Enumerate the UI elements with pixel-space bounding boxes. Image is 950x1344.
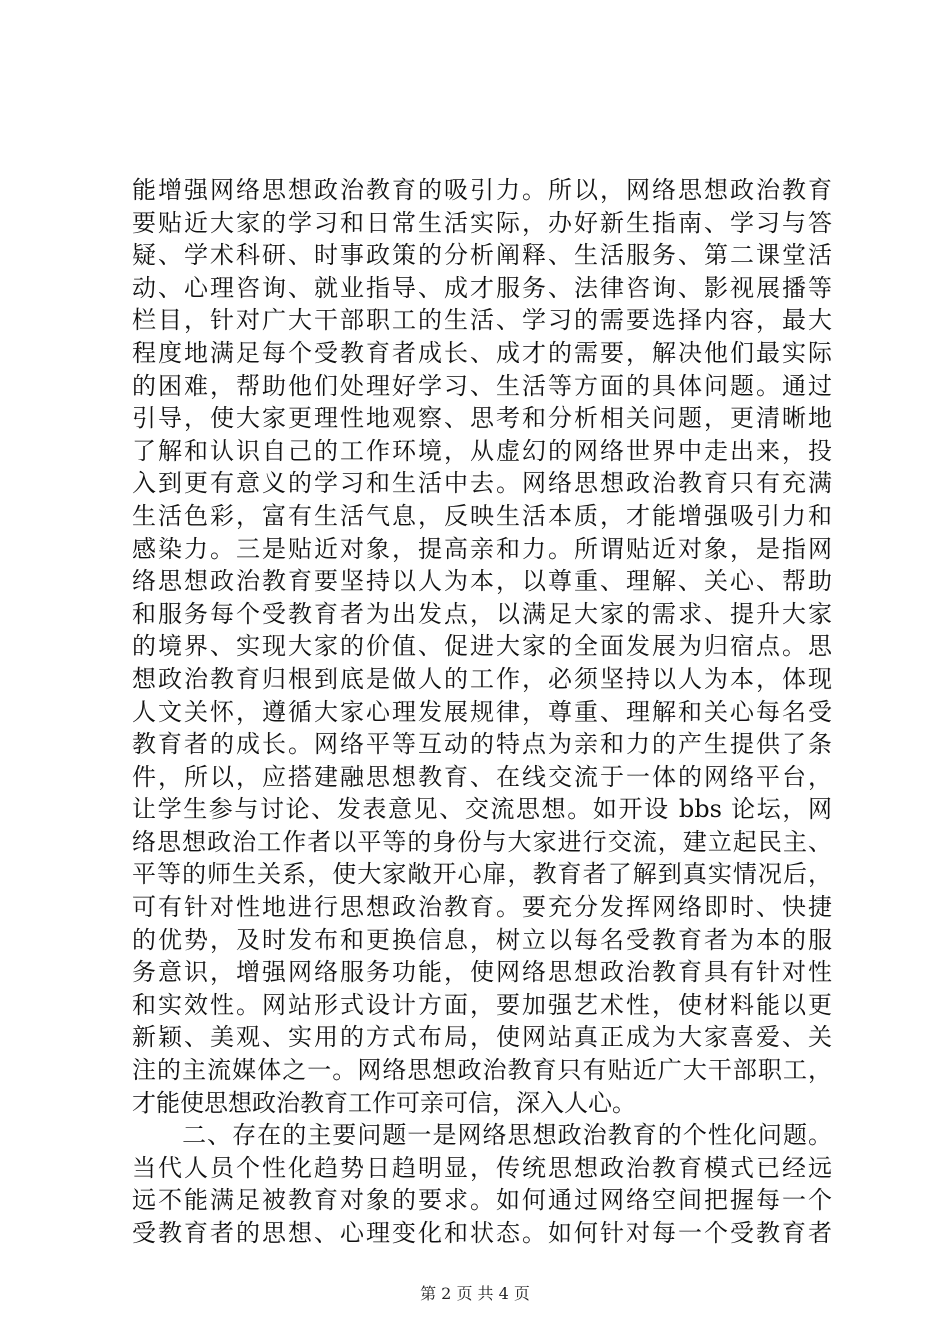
- text-line: 生活色彩，富有生活气息，反映生活本质，才能增强吸引力和: [132, 501, 832, 530]
- text-line: 程度地满足每个受教育者成长、成才的需要，解决他们最实际: [132, 338, 832, 367]
- text-line: 能增强网络思想政治教育的吸引力。所以，网络思想政治教育: [132, 176, 832, 204]
- text-line: 平等的师生关系，使大家敞开心扉，教育者了解到真实情况后，: [132, 860, 832, 889]
- page-footer: 第 2 页 共 4 页: [420, 1284, 530, 1303]
- text-line: 感染力。三是贴近对象，提高亲和力。所谓贴近对象，是指网: [132, 534, 832, 563]
- text-line: 的优势，及时发布和更换信息，树立以每名受教育者为本的服: [132, 925, 832, 954]
- text-line: 的境界、实现大家的价值、促进大家的全面发展为归宿点。思: [132, 632, 832, 661]
- text-line: 引导，使大家更理性地观察、思考和分析相关问题，更清晰地: [132, 404, 832, 433]
- text-line: 了解和认识自己的工作环境，从虚幻的网络世界中走出来，投: [132, 436, 832, 465]
- text-line: 远不能满足被教育对象的要求。如何通过网络空间把握每一个: [132, 1186, 832, 1215]
- text-line: 和服务每个受教育者为出发点，以满足大家的需求、提升大家: [132, 599, 832, 628]
- text-line: 可有针对性地进行思想政治教育。要充分发挥网络即时、快捷: [132, 893, 832, 922]
- text-line: 让学生参与讨论、发表意见、交流思想。如开设 bbs 论坛，网: [132, 795, 832, 824]
- text-line: 络思想政治教育要坚持以人为本，以尊重、理解、关心、帮助: [132, 567, 832, 596]
- text-line: 才能使思想政治教育工作可亲可信，深入人心。: [132, 1088, 636, 1117]
- text-line: 想政治教育归根到底是做人的工作，必须坚持以人为本，体现: [132, 664, 832, 693]
- text-line: 件，所以，应搭建融思想教育、在线交流于一体的网络平台，: [132, 762, 832, 791]
- text-line: 新颖、美观、实用的方式布局，使网站真正成为大家喜爱、关: [132, 1023, 832, 1052]
- text-line: 栏目，针对广大干部职工的生活、学习的需要选择内容，最大: [132, 306, 832, 335]
- text-line: 络思想政治工作者以平等的身份与大家进行交流，建立起民主、: [132, 827, 832, 856]
- text-line: 教育者的成长。网络平等互动的特点为亲和力的产生提供了条: [132, 730, 832, 759]
- text-line: 和实效性。网站形式设计方面，要加强艺术性，使材料能以更: [132, 990, 832, 1019]
- text-line: 要贴近大家的学习和日常生活实际，办好新生指南、学习与答: [132, 208, 832, 237]
- text-line: 二、存在的主要问题一是网络思想政治教育的个性化问题。: [132, 1121, 832, 1150]
- text-line: 注的主流媒体之一。网络思想政治教育只有贴近广大干部职工，: [132, 1056, 832, 1085]
- text-line: 人文关怀，遵循大家心理发展规律，尊重、理解和关心每名受: [132, 697, 832, 726]
- text-line: 的困难，帮助他们处理好学习、生活等方面的具体问题。通过: [132, 371, 832, 400]
- text-line: 当代人员个性化趋势日趋明显，传统思想政治教育模式已经远: [132, 1153, 832, 1182]
- text-line: 务意识，增强网络服务功能，使网络思想政治教育具有针对性: [132, 958, 832, 987]
- text-line: 疑、学术科研、时事政策的分析阐释、生活服务、第二课堂活: [132, 241, 832, 270]
- body-text: [132, 174, 832, 1250]
- text-line: 受教育者的思想、心理变化和状态。如何针对每一个受教育者: [132, 1219, 832, 1247]
- text-line: 入到更有意义的学习和生活中去。网络思想政治教育只有充满: [132, 469, 832, 498]
- text-line: 动、心理咨询、就业指导、成才服务、法律咨询、影视展播等: [132, 273, 832, 302]
